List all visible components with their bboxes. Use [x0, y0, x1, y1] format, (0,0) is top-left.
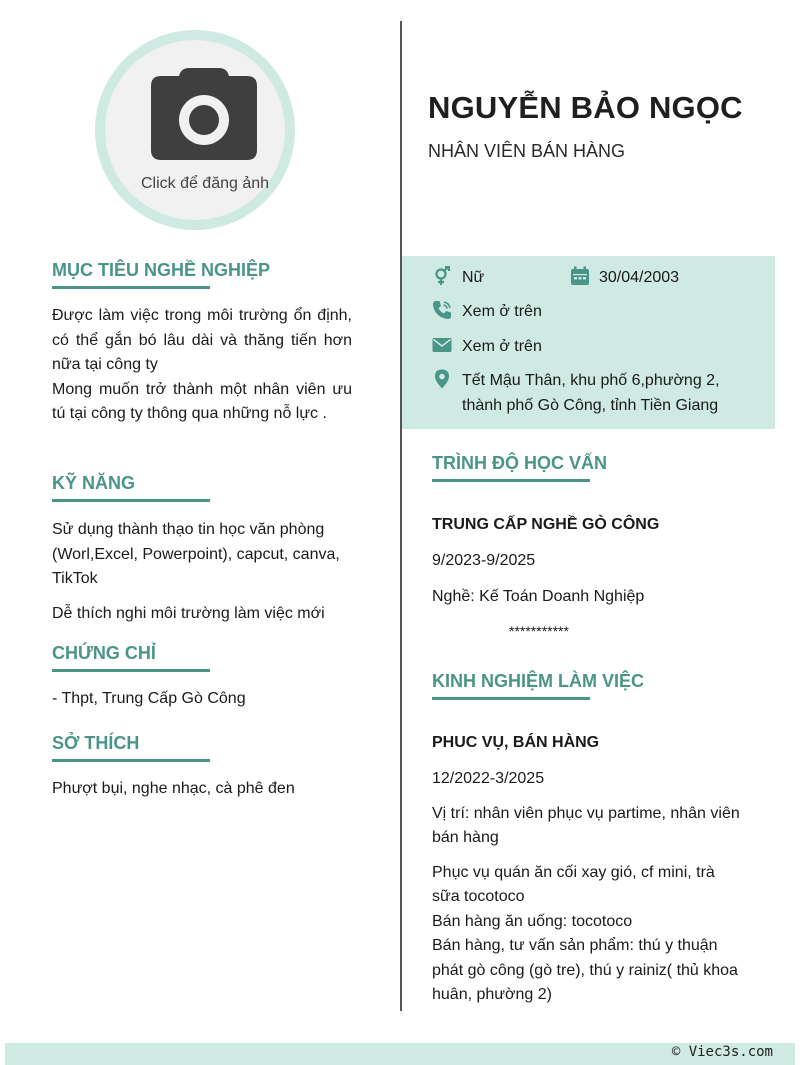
objective-text-1: Được làm việc trong môi trường ổn định, có thể gắn bó lâu dài và thăng tiến hơn nữa tại công ty: [52, 307, 352, 373]
birthdate-value: 30/04/2003: [599, 269, 680, 286]
avatar-upload[interactable]: [95, 30, 295, 230]
hobbies-title: SỞ THÍCH: [52, 733, 140, 753]
objective-section: [52, 258, 352, 427]
experience-title: KINH NGHIỆM LÀM VIỆC: [432, 671, 645, 691]
skills-underline: [52, 499, 210, 502]
email-value: Xem ở trên: [462, 338, 542, 355]
hobbies-section: [52, 731, 352, 802]
email-icon: [432, 335, 452, 355]
hobbies-underline: [52, 759, 210, 762]
hobbies-text: Phượt bụi, nghe nhạc, cà phê đen: [52, 780, 295, 797]
gender-value: Nữ: [462, 269, 485, 286]
footer-copyright: © Viec3s.com: [671, 1044, 773, 1060]
phone-icon: [432, 300, 452, 320]
education-major: Nghề: Kế Toán Doanh Nghiệp: [432, 587, 645, 605]
address-value: [462, 369, 762, 418]
skills-item-2: Dễ thích nghi môi trường làm việc mới: [52, 604, 325, 622]
calendar-icon: [570, 266, 590, 286]
phone-value: Xem ở trên: [462, 303, 542, 320]
education-school: TRUNG CẤP NGHỀ GÒ CÔNG: [432, 516, 660, 533]
skills-item-1: Sử dụng thành thạo tin học văn phòng (Worl,Excel, Powerpoint), capcut, canva, TikTok: [52, 521, 340, 587]
location-icon: [432, 369, 452, 389]
avatar-inner[interactable]: [105, 40, 285, 220]
candidate-name: NGUYỄN BẢO NGỌC: [428, 90, 743, 125]
experience-desc-3: Bán hàng, tư vấn sản phẩm: thú y thuận phát gò công (gò tre), thú y rainiz( thủ khoa huân, phường 2): [432, 937, 738, 1003]
experience-section: [432, 669, 752, 1008]
education-title: TRÌNH ĐỘ HỌC VẤN: [432, 453, 607, 473]
objective-underline: [52, 286, 210, 289]
candidate-role: NHÂN VIÊN BÁN HÀNG: [428, 141, 626, 161]
certificates-section: [52, 641, 352, 712]
contact-box: [402, 256, 775, 429]
experience-desc-2: Bán hàng ăn uống: tocotoco: [432, 912, 633, 930]
certificates-item-1: - Thpt, Trung Cấp Gò Công: [52, 690, 246, 707]
objective-title: MỤC TIÊU NGHỀ NGHIỆP: [52, 260, 271, 280]
address-line-2: thành phố Gò Công, tỉnh Tiền Giang: [462, 396, 719, 414]
skills-title: KỸ NĂNG: [52, 473, 136, 493]
experience-desc-1: Phục vụ quán ăn cối xay gió, cf mini, trà sữa tocotoco: [432, 863, 715, 905]
camera-icon: [149, 66, 259, 162]
gender-icon: [432, 266, 452, 286]
certificates-title: CHỨNG CHỈ: [52, 643, 156, 663]
education-underline: [432, 479, 590, 482]
education-separator: ***********: [509, 623, 569, 639]
skills-section: [52, 471, 352, 626]
experience-position: Vị trí: nhân viên phục vụ partime, nhân viên bán hàng: [432, 804, 740, 846]
address-line-1: Tết Mậu Thân, khu phố 6,phường 2,: [462, 372, 720, 389]
experience-underline: [432, 697, 590, 700]
column-divider: [400, 21, 402, 1011]
experience-job-title: PHUC VỤ, BÁN HÀNG: [432, 734, 600, 751]
education-period: 9/2023-9/2025: [432, 552, 536, 569]
education-section: [432, 451, 752, 644]
avatar-caption: Click để đăng ảnh: [140, 175, 270, 192]
footer-bar: [5, 1043, 795, 1065]
experience-period: 12/2022-3/2025: [432, 770, 545, 787]
certificates-underline: [52, 669, 210, 672]
objective-text-2: Mong muốn trở thành một nhân viên ưu tú tại công ty thông qua những nỗ lực .: [52, 380, 352, 422]
